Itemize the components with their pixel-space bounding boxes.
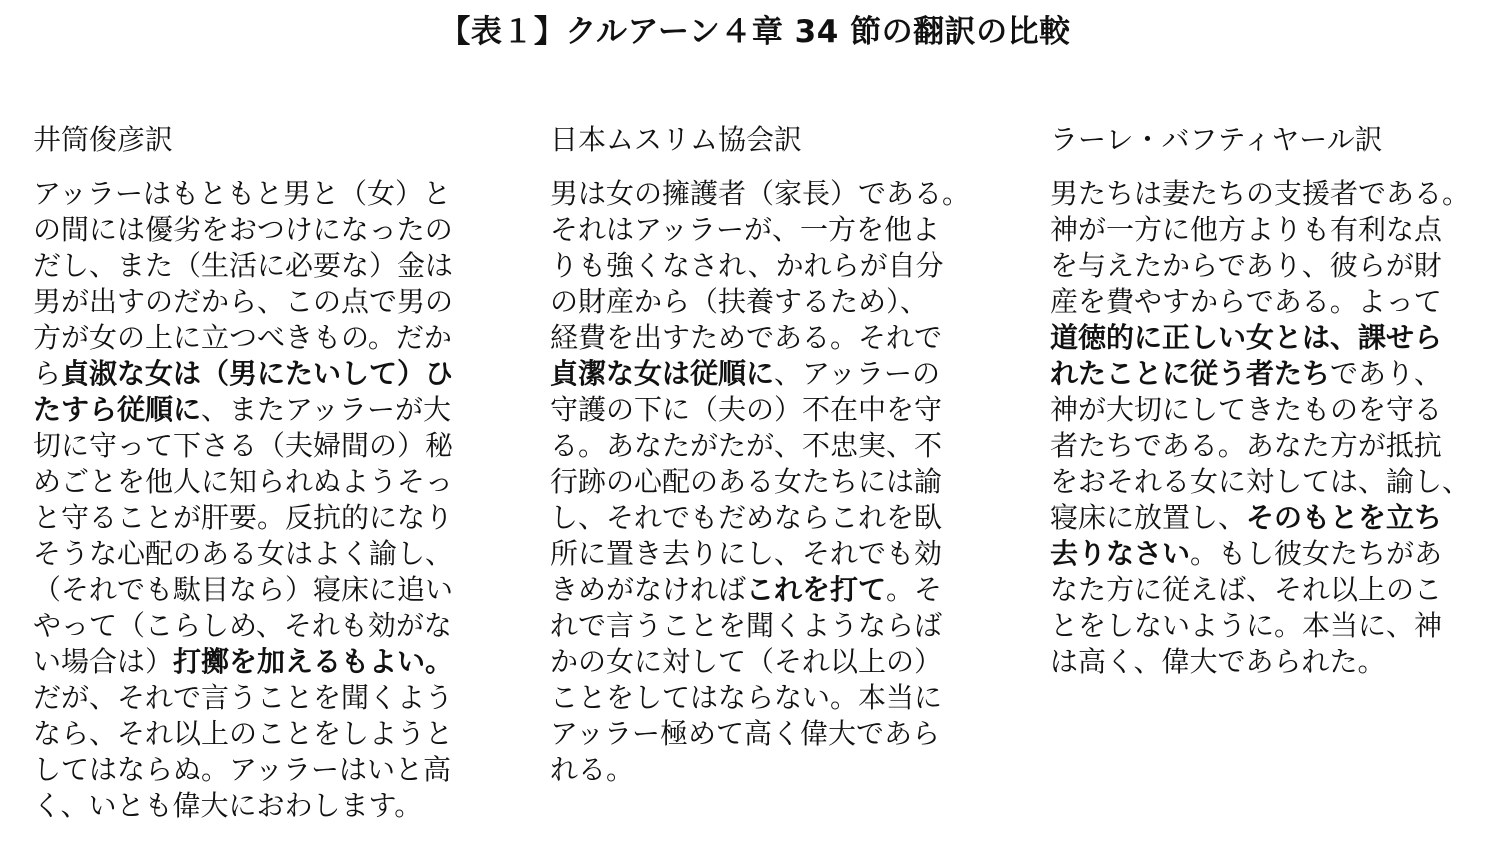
bold-text: 去りなさい bbox=[1050, 537, 1191, 570]
text-line bbox=[550, 644, 1000, 680]
text-segment: 。そ bbox=[886, 573, 943, 606]
text-line bbox=[1050, 284, 1500, 320]
bold-text: 打擲を加えるもよい。 bbox=[173, 645, 454, 678]
text-line bbox=[1050, 500, 1500, 536]
text-segment: であり、 bbox=[1330, 357, 1443, 390]
text-segment: めごとを他人に知られぬようそっ bbox=[33, 465, 454, 498]
text-line bbox=[1050, 356, 1500, 392]
text-line bbox=[1050, 320, 1500, 356]
text-segment: は高く、偉大であられた。 bbox=[1050, 645, 1386, 678]
text-line bbox=[33, 248, 503, 284]
text-line bbox=[33, 356, 503, 392]
text-segment: それはアッラーが、一方を他よ bbox=[550, 213, 941, 246]
text-segment: 、アッラーの bbox=[774, 357, 941, 390]
text-line bbox=[33, 788, 503, 824]
text-segment: 神が一方に他方よりも有利な点 bbox=[1050, 213, 1443, 246]
text-line bbox=[33, 608, 503, 644]
text-segment: なた方に従えば、それ以上のこ bbox=[1050, 573, 1443, 606]
text-segment: 、またアッラーが大 bbox=[201, 393, 452, 426]
text-segment: れる。 bbox=[550, 753, 635, 786]
text-segment: と守ることが肝要。反抗的になり bbox=[33, 501, 454, 534]
text-line bbox=[550, 356, 1000, 392]
text-segment: だし、また（生活に必要な）金は bbox=[33, 249, 454, 282]
text-segment: 方が女の上に立つべきもの。だか bbox=[33, 321, 452, 354]
text-line bbox=[550, 212, 1000, 248]
text-segment: なら、それ以上のことをしようと bbox=[33, 717, 454, 750]
text-line bbox=[1050, 212, 1500, 248]
column-heading: 井筒俊彦訳 bbox=[33, 123, 174, 156]
text-segment: アッラーはもともと男と（女）と bbox=[33, 177, 452, 210]
text-line bbox=[550, 392, 1000, 428]
text-segment: やって（こらしめ、それも効がな bbox=[33, 609, 452, 642]
text-line bbox=[33, 644, 503, 680]
text-segment: アッラー極めて高く偉大であら bbox=[550, 717, 941, 750]
text-segment: だが、それで言うことを聞くよう bbox=[33, 681, 454, 714]
column-heading: 日本ムスリム協会訳 bbox=[550, 123, 803, 156]
text-segment: 所に置き去りにし、それでも効 bbox=[550, 537, 943, 570]
text-segment: をおそれる女に対しては、諭し、 bbox=[1050, 465, 1471, 498]
text-segment: れで言うことを聞くようならば bbox=[550, 609, 943, 642]
text-line bbox=[550, 176, 1000, 212]
text-line bbox=[33, 176, 503, 212]
text-line bbox=[1050, 464, 1500, 500]
bold-text: そのもとを立ち bbox=[1246, 501, 1443, 534]
text-segment: 行跡の心配のある女たちには諭 bbox=[550, 465, 943, 498]
bold-text: れたことに従う者たち bbox=[1050, 357, 1331, 390]
text-segment: し、それでもだめならこれを臥 bbox=[550, 501, 943, 534]
text-segment: （それでも駄目なら）寝床に追い bbox=[33, 573, 454, 606]
text-segment: きめがなければ bbox=[550, 573, 747, 606]
text-line bbox=[550, 248, 1000, 284]
text-segment: してはならぬ。アッラーはいと高 bbox=[33, 753, 452, 786]
text-line bbox=[1050, 608, 1500, 644]
text-line bbox=[33, 716, 503, 752]
text-line bbox=[1050, 176, 1500, 212]
text-line bbox=[33, 320, 503, 356]
text-segment: 経費を出すためである。それで bbox=[550, 321, 943, 354]
text-line bbox=[550, 752, 1000, 788]
text-line bbox=[33, 572, 503, 608]
text-segment: い場合は） bbox=[33, 645, 174, 678]
translation-column-japan-muslim-association bbox=[550, 122, 1000, 788]
text-line bbox=[550, 572, 1000, 608]
text-line bbox=[550, 428, 1000, 464]
text-segment: を与えたからであり、彼らが財 bbox=[1050, 249, 1442, 282]
bold-text: 道徳的に正しい女とは、課せら bbox=[1050, 321, 1443, 354]
text-line bbox=[550, 536, 1000, 572]
text-segment: そうな心配のある女はよく諭し、 bbox=[33, 537, 454, 570]
translation-text bbox=[550, 176, 1000, 788]
text-line bbox=[33, 536, 503, 572]
text-line bbox=[33, 428, 503, 464]
text-segment: 男が出すのだから、この点で男の bbox=[33, 285, 454, 318]
text-segment: 。もし彼女たちがあ bbox=[1190, 537, 1443, 570]
translation-column-izutsu bbox=[33, 122, 503, 824]
text-line bbox=[1050, 572, 1500, 608]
text-line bbox=[33, 752, 503, 788]
text-segment: 寝床に放置し、 bbox=[1050, 501, 1247, 534]
text-segment: 神が大切にしてきたものを守る bbox=[1050, 393, 1443, 426]
text-segment: る。あなたがたが、不忠実、不 bbox=[550, 429, 943, 462]
text-line bbox=[1050, 536, 1500, 572]
text-segment: 産を費やすからである。よって bbox=[1050, 285, 1442, 318]
text-segment: ことをしてはならない。本当に bbox=[550, 681, 943, 714]
text-segment: りも強くなされ、かれらが自分 bbox=[550, 249, 944, 282]
text-segment: 者たちである。あなた方が抵抗 bbox=[1050, 429, 1442, 462]
text-segment: 守護の下に（夫の）不在中を守 bbox=[550, 393, 943, 426]
text-line bbox=[33, 392, 503, 428]
translation-text bbox=[1050, 176, 1500, 680]
text-segment: の財産から（扶養するため）、 bbox=[550, 285, 929, 318]
text-line bbox=[1050, 428, 1500, 464]
text-line bbox=[550, 320, 1000, 356]
translation-text bbox=[33, 176, 503, 824]
text-segment: 切に守って下さる（夫婦間の）秘 bbox=[33, 429, 454, 462]
text-line bbox=[33, 680, 503, 716]
text-line bbox=[550, 464, 1000, 500]
text-line bbox=[550, 500, 1000, 536]
text-line bbox=[550, 608, 1000, 644]
text-segment: ら bbox=[33, 357, 62, 390]
translation-column-bakhtiar bbox=[1050, 122, 1500, 680]
text-segment: 男たちは妻たちの支援者である。 bbox=[1050, 177, 1471, 210]
table-title: 【表１】クルアーン４章 34 節の翻訳の比較 bbox=[439, 14, 1071, 50]
text-line bbox=[1050, 248, 1500, 284]
text-line bbox=[550, 680, 1000, 716]
bold-text: たすら従順に bbox=[33, 393, 202, 426]
text-segment: とをしないように。本当に、神 bbox=[1050, 609, 1443, 642]
bold-text: 貞潔な女は従順に bbox=[550, 357, 775, 390]
text-line bbox=[33, 212, 503, 248]
column-heading: ラーレ・バフティヤール訳 bbox=[1050, 123, 1383, 156]
text-line bbox=[550, 716, 1000, 752]
text-line bbox=[550, 284, 1000, 320]
text-line bbox=[33, 464, 503, 500]
bold-text: 貞淑な女は（男にたいして）ひ bbox=[61, 357, 454, 390]
text-segment: く、いとも偉大におわします。 bbox=[33, 789, 423, 822]
text-segment: かの女に対して（それ以上の） bbox=[550, 645, 943, 678]
text-segment: 男は女の擁護者（家長）である。 bbox=[550, 177, 971, 210]
text-line bbox=[1050, 392, 1500, 428]
text-line bbox=[1050, 644, 1500, 680]
bold-text: これを打て bbox=[746, 573, 887, 606]
text-line bbox=[33, 284, 503, 320]
text-segment: の間には優劣をおつけになったの bbox=[33, 213, 453, 246]
text-line bbox=[33, 500, 503, 536]
